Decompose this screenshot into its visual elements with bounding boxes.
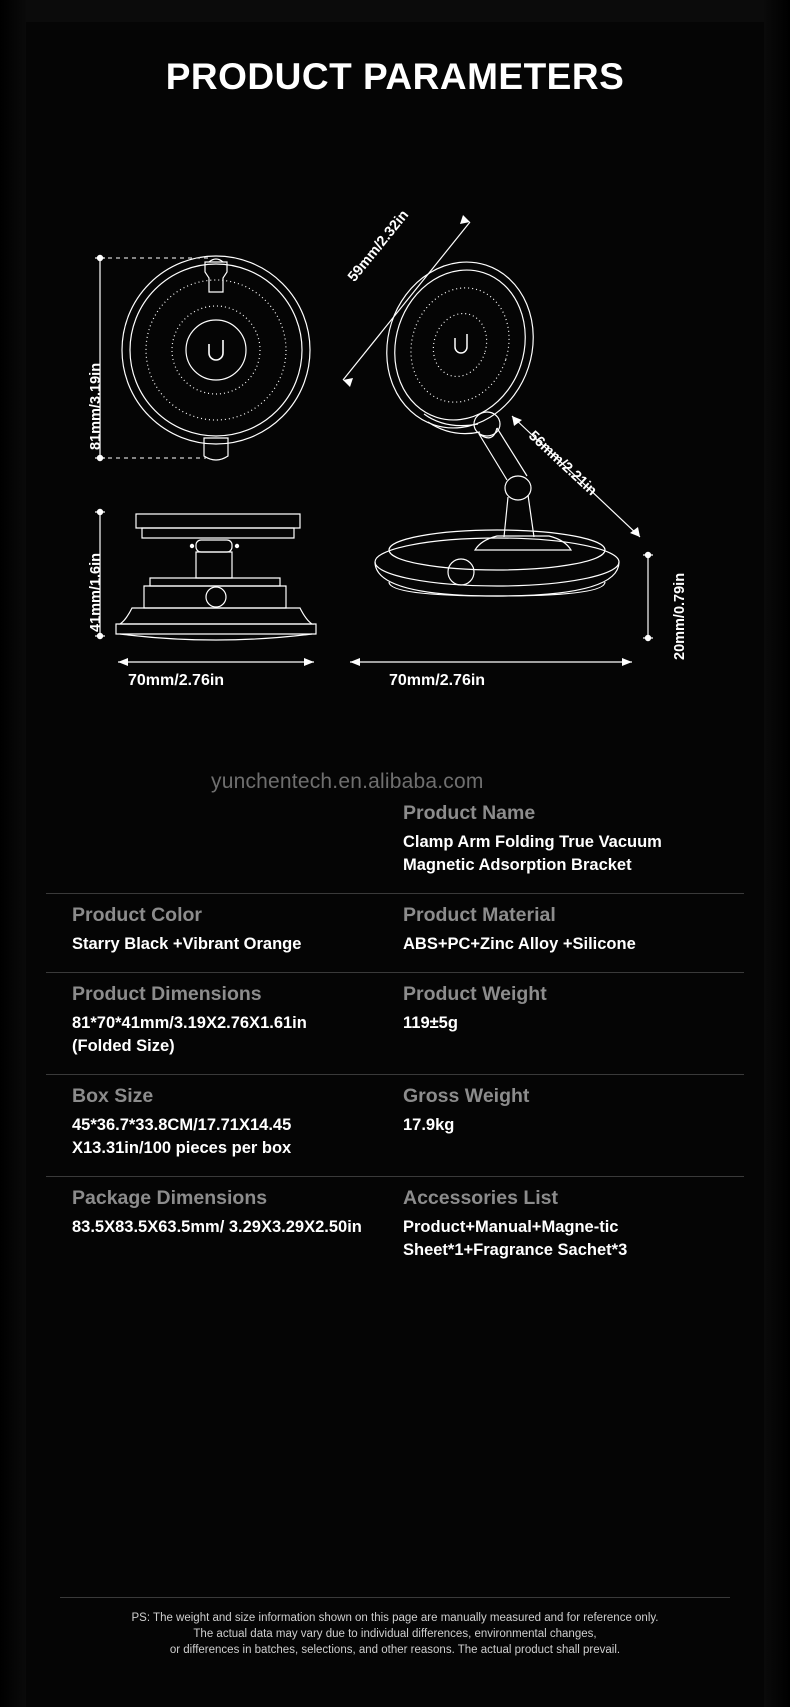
dim-70mm-left [118,658,314,666]
spec-label-product-name: Product Name [403,802,536,824]
spec-label-box-size: Box Size [72,1085,154,1107]
spec-label-product-dimensions: Product Dimensions [72,983,262,1005]
top-band [0,0,790,22]
spec-value-product-material: ABS+PC+Zinc Alloy +Silicone [403,935,636,953]
spec-cell-right [395,1177,744,1262]
dim-label-height-folded: 41mm/1.6in [88,553,104,632]
spec-value-package-dimensions: 83.5X83.5X63.5mm/ 3.29X3.29X2.50in [72,1218,362,1236]
dim-label-arm: 56mm/2.21in [525,428,600,500]
footnote-line-3: or differences in batches, selections, and other reasons. The actual product shall prevail. [169,1644,621,1656]
dim-label-height-front: 81mm/3.19in [88,362,104,450]
spec-value-gross-weight: 17.9kg [403,1116,455,1134]
spec-value-product-name: Clamp Arm Folding True Vacuum Magnetic Adsorption Bracket [403,833,662,874]
spec-label-gross-weight: Gross Weight [403,1085,530,1107]
footnote-line-1: PS: The weight and size information shown on this page are manually measured and for reference only. [131,1612,659,1624]
footnote [0,1610,790,1658]
dim-label-base-left: 70mm/2.76in [128,672,225,689]
spec-label-product-material: Product Material [403,904,556,926]
spec-label-package-dimensions: Package Dimensions [72,1187,268,1209]
table-row [46,973,744,1075]
spec-value-product-color: Starry Black +Vibrant Orange [72,935,302,953]
table-row [46,894,744,973]
spec-cell-left [46,1075,395,1160]
table-row [46,792,744,894]
spec-cell-right [395,792,744,877]
spec-value-accessories-list: Product+Manual+Magne-tic Sheet*1+Fragrance Sachet*3 [403,1218,628,1259]
dim-label-depth-angle: 59mm/2.32in [345,207,413,286]
spec-cell-right [395,973,744,1058]
dim-label-base-height: 20mm/0.79in [672,572,688,660]
spec-value-product-weight: 119±5g [403,1014,458,1032]
dim-label-base-right: 70mm/2.76in [389,672,486,689]
spec-value-box-size: 45*36.7*33.8CM/17.71X14.45 X13.31in/100 pieces per box [72,1116,292,1157]
folded-view [116,514,316,640]
dim-70mm-right [350,658,632,666]
spec-label-accessories-list: Accessories List [403,1187,559,1209]
table-row [46,1177,744,1278]
front-view-circle [122,256,310,460]
table-row [46,1075,744,1177]
spec-value-product-dimensions: 81*70*41mm/3.19X2.76X1.61in (Folded Size) [72,1014,307,1055]
watermark: yunchentech.en.alibaba.com [211,770,484,793]
spec-cell-right [395,1075,744,1160]
spec-label-product-weight: Product Weight [403,983,547,1005]
spec-cell-right [395,894,744,956]
spec-table [46,792,744,1278]
spec-cell-left [46,894,395,956]
spec-label-product-color: Product Color [72,904,202,926]
angled-view [366,243,619,596]
dim-20mm [643,552,653,640]
footnote-divider [60,1597,730,1598]
dim-59mm [343,215,470,387]
technical-drawing [0,200,790,720]
spec-cell-left [46,1177,395,1262]
footnote-line-2: The actual data may vary due to individual differences, environmental changes, [193,1628,597,1640]
spec-cell-left [46,973,395,1058]
page-title: PRODUCT PARAMETERS [165,56,625,97]
